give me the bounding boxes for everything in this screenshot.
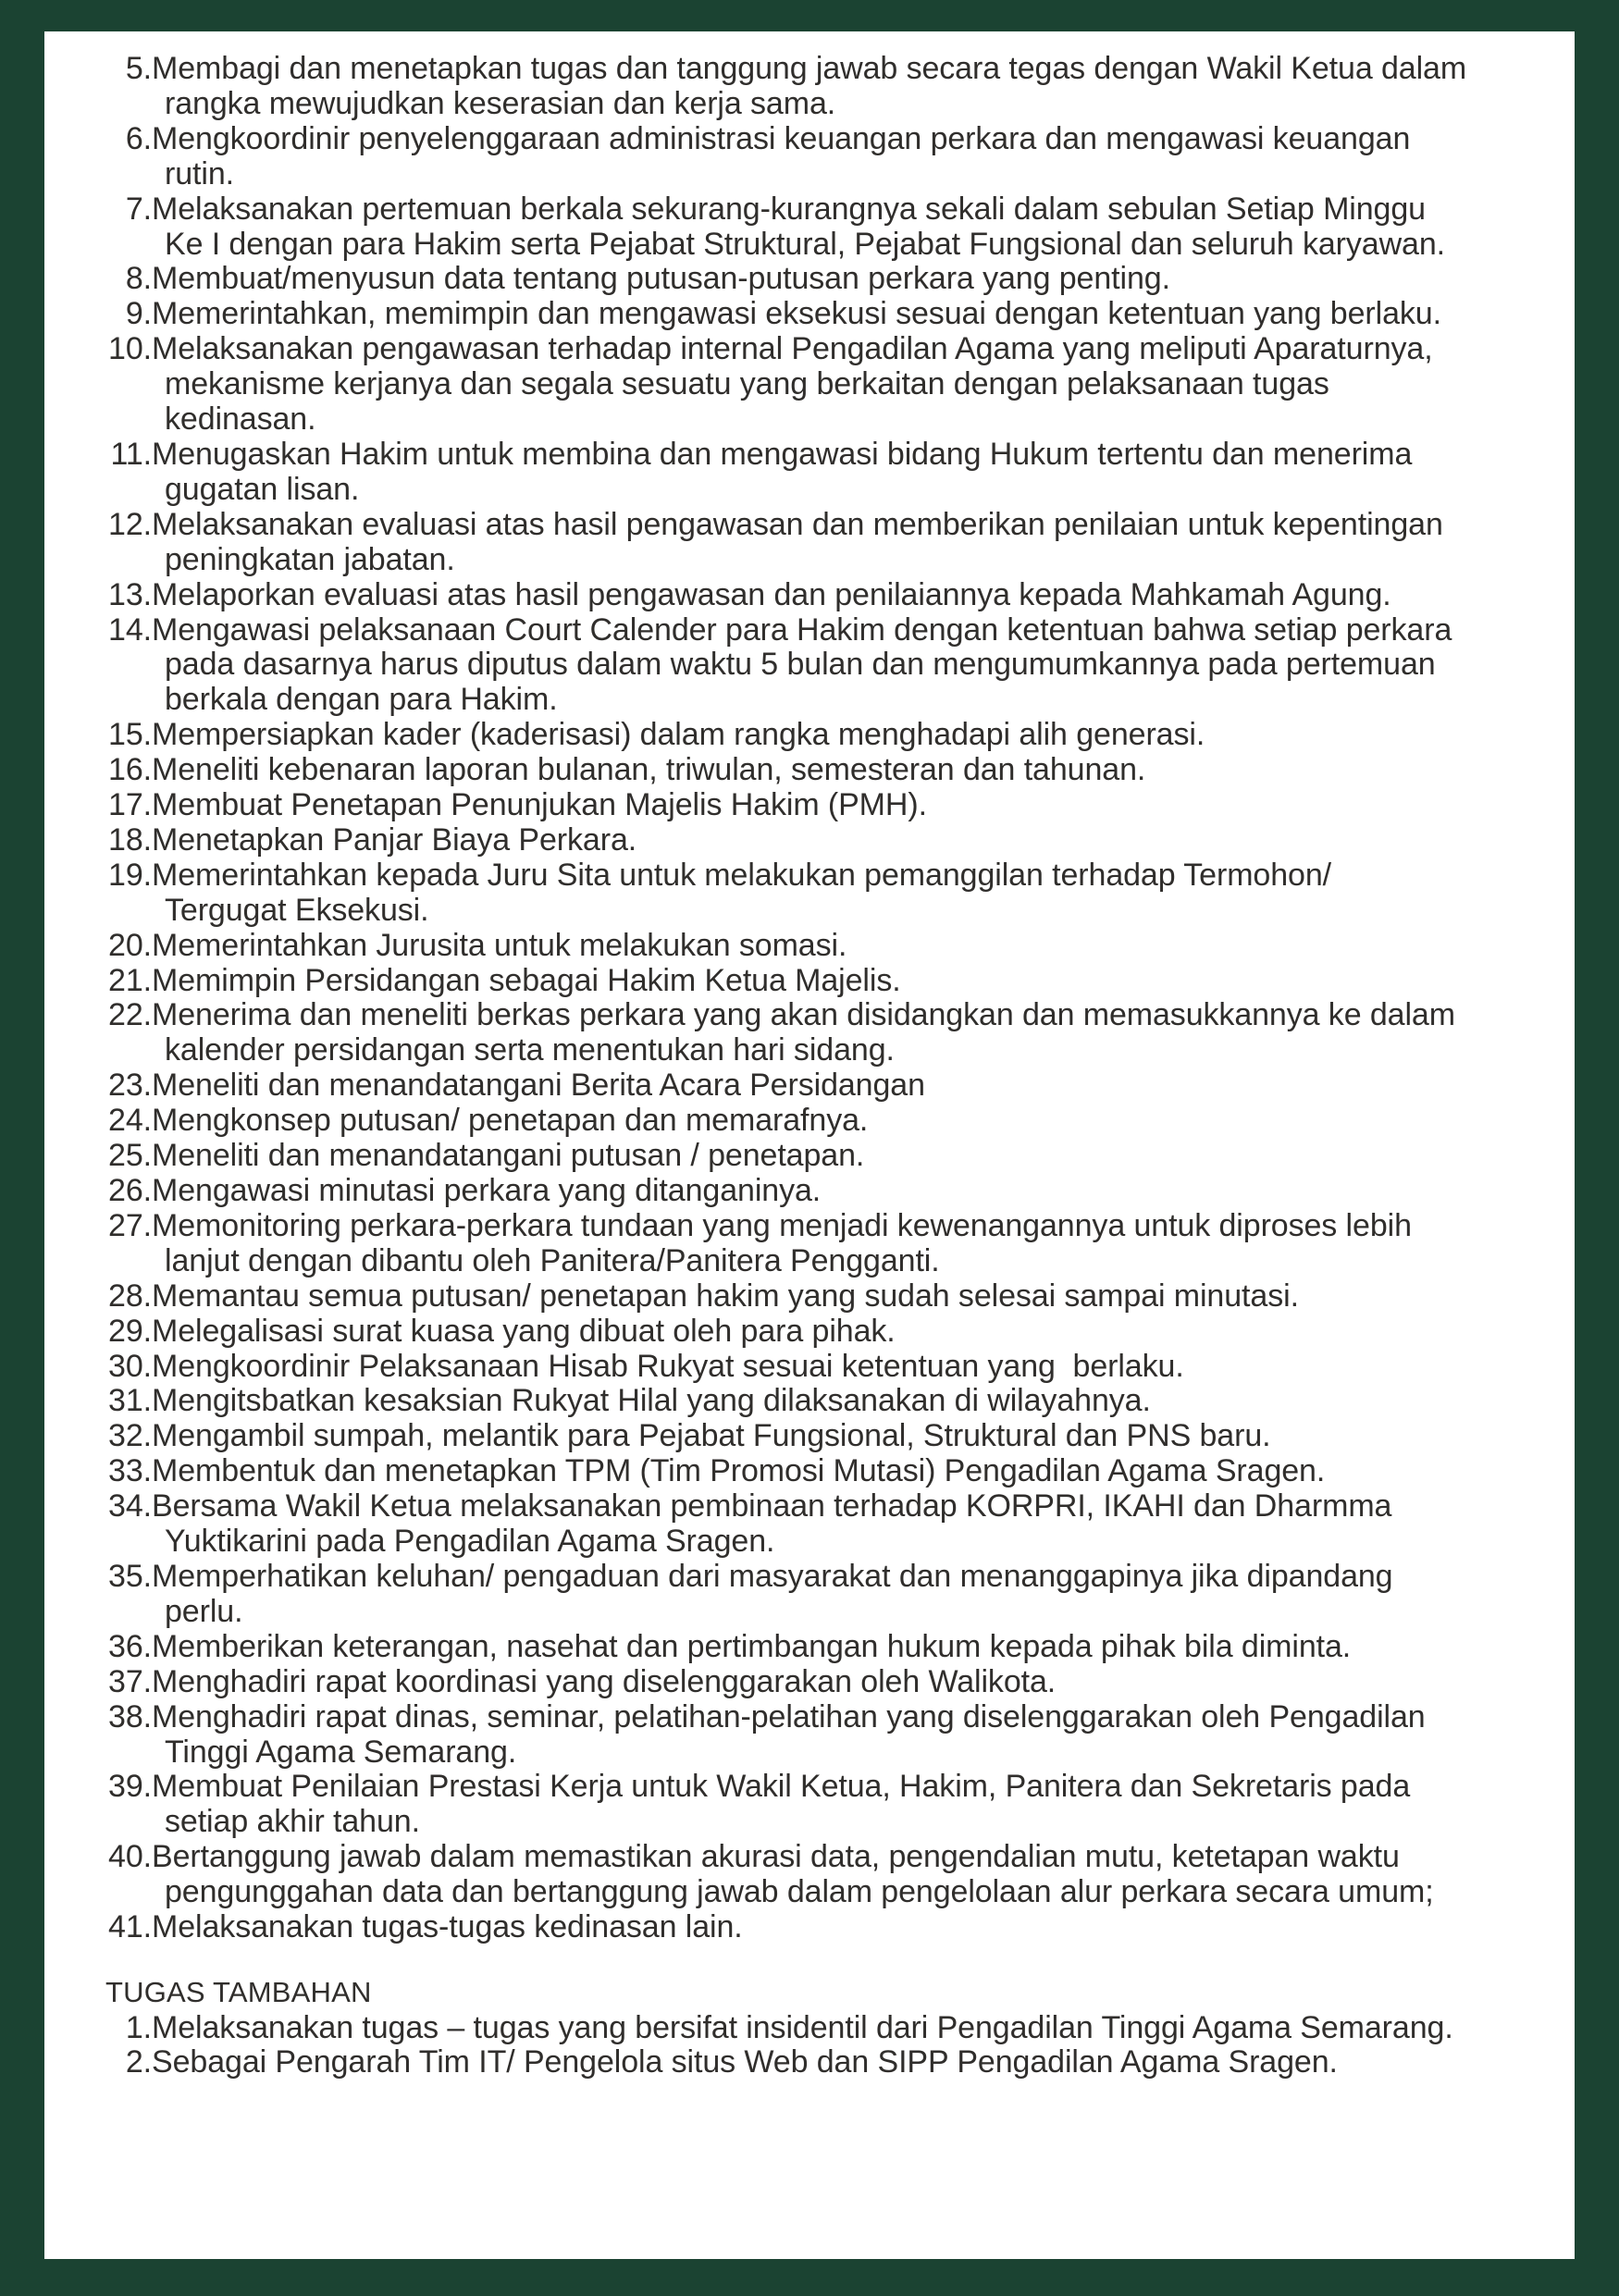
task-number: 28.: [108, 1278, 152, 1314]
task-text: [152, 1910, 1526, 1945]
task-line: Menetapkan Panjar Biaya Perkara.: [152, 821, 637, 858]
task-item: [93, 122, 1526, 192]
task-line: rutin.: [165, 155, 234, 191]
task-line: Melaksanakan pengawasan terhadap internal Pengadilan Agama yang meliputi Aparaturnya,: [152, 331, 1433, 367]
document-body: [93, 52, 1526, 2080]
task-item: [93, 578, 1526, 613]
task-text: [152, 1068, 1526, 1104]
task-item: [93, 508, 1526, 578]
task-text: [152, 1139, 1526, 1174]
task-line: gugatan lisan.: [165, 471, 360, 507]
task-line: Bersama Wakil Ketua melaksanakan pembinaan terhadap KORPRI, IKAHI dan Dharmma: [152, 1488, 1392, 1524]
task-line: Mengitsbatkan kesaksian Rukyat Hilal yang dilaksanakan di wilayahnya.: [152, 1383, 1151, 1419]
task-text: [152, 1419, 1526, 1454]
task-text: [152, 1630, 1526, 1665]
task-item: [93, 1560, 1526, 1630]
task-line: Tergugat Eksekusi.: [165, 892, 429, 928]
task-line: Memberikan keterangan, nasehat dan pertimbangan hukum kepada pihak bila diminta.: [152, 1628, 1352, 1664]
extra-duties-heading: TUGAS TAMBAHAN: [105, 1975, 372, 2008]
task-text: [152, 1384, 1526, 1419]
task-number: 15.: [108, 717, 152, 753]
task-number: 5.: [125, 51, 152, 86]
extra-task-number: 1.: [125, 2009, 152, 2045]
task-line: Meneliti kebenaran laporan bulanan, triwulan, semesteran dan tahunan.: [152, 752, 1146, 788]
task-text: [152, 1454, 1526, 1489]
task-number: 17.: [108, 787, 152, 823]
task-line: lanjut dengan dibantu oleh Panitera/Panitera Pengganti.: [165, 1242, 940, 1278]
task-item: [93, 438, 1526, 508]
task-line: Tinggi Agama Semarang.: [165, 1734, 517, 1770]
task-number: 36.: [108, 1628, 152, 1664]
document-sheet: [44, 31, 1575, 2259]
task-number: 19.: [108, 857, 152, 893]
task-line: pengunggahan data dan bertanggung jawab dalam pengelolaan alur perkara secara umum;: [165, 1874, 1434, 1910]
task-number: 31.: [108, 1383, 152, 1419]
task-line: Memonitoring perkara-perkara tundaan yang menjadi kewenangannya untuk diproses lebih: [152, 1207, 1412, 1243]
task-line: Mengkoordinir Pelaksanaan Hisab Rukyat sesuai ketentuan yang berlaku.: [152, 1348, 1184, 1384]
task-number: 22.: [108, 997, 152, 1033]
task-line: Ke I dengan para Hakim serta Pejabat Struktural, Pejabat Fungsional dan seluruh karyawan.: [165, 226, 1446, 262]
task-item: [93, 718, 1526, 753]
task-line: Menerima dan meneliti berkas perkara yang akan disidangkan dan memasukkannya ke dalam: [152, 997, 1455, 1033]
task-number: 38.: [108, 1698, 152, 1734]
task-item: [93, 192, 1526, 263]
task-text: [152, 998, 1526, 1068]
task-number: 13.: [108, 576, 152, 612]
task-line: Menghadiri rapat dinas, seminar, pelatihan-pelatihan yang diselenggarakan oleh Pengadilan: [152, 1698, 1426, 1734]
extra-task-number: 2.: [125, 2044, 152, 2080]
task-number: 29.: [108, 1313, 152, 1349]
task-line: Memimpin Persidangan sebagai Hakim Ketua Majelis.: [152, 962, 901, 998]
extra-task-item: [93, 2011, 1526, 2046]
extra-task-line: Melaksanakan tugas – tugas yang bersifat insidentil dari Pengadilan Tinggi Agama Semarang.: [152, 2009, 1453, 2045]
task-number: 41.: [108, 1909, 152, 1945]
task-text: [152, 52, 1526, 122]
task-item: [93, 823, 1526, 858]
task-number: 33.: [108, 1453, 152, 1489]
task-text: [152, 1174, 1526, 1209]
task-text: [152, 1840, 1526, 1910]
task-line: Membuat/menyusun data tentang putusan-putusan perkara yang penting.: [152, 261, 1170, 297]
task-item: [93, 1209, 1526, 1279]
task-line: kedinasan.: [165, 401, 316, 438]
task-number: 11.: [110, 436, 152, 472]
task-item: [93, 1384, 1526, 1419]
task-text: [152, 964, 1526, 999]
section-spacer: [93, 1945, 1526, 1977]
main-task-list: [93, 52, 1526, 1945]
task-number: 18.: [108, 821, 152, 858]
task-number: 20.: [108, 927, 152, 963]
task-number: 32.: [108, 1418, 152, 1454]
extra-task-list: [93, 2011, 1526, 2081]
task-text: [152, 508, 1526, 578]
task-text: [152, 1315, 1526, 1350]
task-item: [93, 1770, 1526, 1840]
task-number: 14.: [108, 611, 152, 648]
extra-task-item: [93, 2045, 1526, 2080]
task-item: [93, 1315, 1526, 1350]
task-number: 21.: [108, 962, 152, 998]
task-line: Meneliti dan menandatangani putusan / penetapan.: [152, 1138, 865, 1174]
task-text: [152, 823, 1526, 858]
task-line: Mengkoordinir penyelenggaraan administrasi keuangan perkara dan mengawasi keuangan: [152, 120, 1411, 156]
task-line: Memperhatikan keluhan/ pengaduan dari masyarakat dan menanggapinya jika dipandang: [152, 1558, 1393, 1594]
task-item: [93, 1068, 1526, 1104]
task-line: Melaksanakan evaluasi atas hasil pengawasan dan memberikan penilaian untuk kepentingan: [152, 506, 1443, 542]
task-text: [152, 858, 1526, 929]
task-item: [93, 998, 1526, 1068]
task-line: Mempersiapkan kader (kaderisasi) dalam rangka menghadapi alih generasi.: [152, 717, 1205, 753]
task-item: [93, 1840, 1526, 1910]
task-number: 37.: [108, 1663, 152, 1699]
task-item: [93, 788, 1526, 823]
task-line: Mengkonsep putusan/ penetapan dan memarafnya.: [152, 1103, 869, 1139]
task-text: [152, 1700, 1526, 1771]
task-item: [93, 1174, 1526, 1209]
task-line: Membuat Penetapan Penunjukan Majelis Hakim (PMH).: [152, 787, 927, 823]
task-line: Memerintahkan, memimpin dan mengawasi eksekusi sesuai dengan ketentuan yang berlaku.: [152, 296, 1441, 332]
task-text: [152, 788, 1526, 823]
task-line: Melaksanakan pertemuan berkala sekurang-kurangnya sekali dalam sebulan Setiap Minggu: [152, 191, 1426, 227]
task-line: Memantau semua putusan/ penetapan hakim yang sudah selesai sampai minutasi.: [152, 1278, 1299, 1314]
task-text: [152, 753, 1526, 788]
task-number: 30.: [108, 1348, 152, 1384]
task-line: Melaksanakan tugas-tugas kedinasan lain.: [152, 1909, 743, 1945]
task-text: [152, 297, 1526, 332]
extra-task-text: [152, 2045, 1526, 2080]
task-text: [152, 1665, 1526, 1700]
task-number: 39.: [108, 1769, 152, 1805]
task-item: [93, 297, 1526, 332]
task-line: Melegalisasi surat kuasa yang dibuat oleh para pihak.: [152, 1313, 896, 1349]
task-number: 7.: [125, 191, 152, 227]
task-number: 6.: [125, 120, 152, 156]
task-text: [152, 1350, 1526, 1385]
task-text: [152, 718, 1526, 753]
task-line: kalender persidangan serta menentukan hari sidang.: [165, 1032, 895, 1068]
task-line: Meneliti dan menandatangani Berita Acara Persidangan: [152, 1068, 925, 1104]
task-number: 8.: [125, 261, 152, 297]
task-text: [152, 262, 1526, 297]
task-line: Memerintahkan Jurusita untuk melakukan somasi.: [152, 927, 847, 963]
task-item: [93, 262, 1526, 297]
task-item: [93, 1419, 1526, 1454]
task-text: [152, 1560, 1526, 1630]
task-item: [93, 1104, 1526, 1139]
task-item: [93, 1910, 1526, 1945]
task-line: Mengawasi minutasi perkara yang ditanganinya.: [152, 1173, 822, 1208]
task-number: 12.: [108, 506, 152, 542]
task-number: 40.: [108, 1839, 152, 1875]
task-number: 23.: [108, 1068, 152, 1104]
task-text: [152, 1279, 1526, 1315]
task-line: Mengawasi pelaksanaan Court Calender para Hakim dengan ketentuan bahwa setiap perkara: [152, 611, 1452, 648]
task-line: Melaporkan evaluasi atas hasil pengawasan dan penilaiannya kepada Mahkamah Agung.: [152, 576, 1391, 612]
task-item: [93, 929, 1526, 964]
task-text: [152, 578, 1526, 613]
task-number: 26.: [108, 1173, 152, 1208]
task-number: 16.: [108, 752, 152, 788]
task-line: Yuktikarini pada Pengadilan Agama Sragen.: [165, 1524, 775, 1560]
task-line: perlu.: [165, 1593, 243, 1629]
task-item: [93, 613, 1526, 719]
task-text: [152, 438, 1526, 508]
task-item: [93, 1489, 1526, 1560]
task-text: [152, 1770, 1526, 1840]
task-number: 35.: [108, 1558, 152, 1594]
task-text: [152, 1489, 1526, 1560]
task-line: Membentuk dan menetapkan TPM (Tim Promosi Mutasi) Pengadilan Agama Sragen.: [152, 1453, 1326, 1489]
task-line: Menghadiri rapat koordinasi yang diselenggarakan oleh Walikota.: [152, 1663, 1057, 1699]
task-line: setiap akhir tahun.: [165, 1804, 420, 1840]
task-item: [93, 964, 1526, 999]
task-number: 34.: [108, 1488, 152, 1524]
task-item: [93, 1665, 1526, 1700]
task-text: [152, 122, 1526, 192]
task-line: Bertanggung jawab dalam memastikan akurasi data, pengendalian mutu, ketetapan waktu: [152, 1839, 1400, 1875]
task-number: 9.: [125, 296, 152, 332]
task-text: [152, 1104, 1526, 1139]
task-line: pada dasarnya harus diputus dalam waktu 5 bulan dan mengumumkannya pada pertemuan: [165, 647, 1436, 683]
task-item: [93, 1139, 1526, 1174]
task-text: [152, 192, 1526, 263]
task-line: mekanisme kerjanya dan segala sesuatu yang berkaitan dengan pelaksanaan tugas: [165, 366, 1329, 402]
extra-task-text: [152, 2011, 1526, 2046]
task-number: 27.: [108, 1207, 152, 1243]
task-line: Mengambil sumpah, melantik para Pejabat Fungsional, Struktural dan PNS baru.: [152, 1418, 1271, 1454]
task-number: 10.: [108, 331, 152, 367]
task-line: Menugaskan Hakim untuk membina dan mengawasi bidang Hukum tertentu dan menerima: [152, 436, 1413, 472]
task-text: [152, 613, 1526, 719]
task-item: [93, 332, 1526, 438]
task-item: [93, 1350, 1526, 1385]
task-line: rangka mewujudkan keserasian dan kerja sama.: [165, 85, 836, 121]
task-line: Membagi dan menetapkan tugas dan tanggung jawab secara tegas dengan Wakil Ketua dalam: [152, 51, 1467, 86]
task-line: Membuat Penilaian Prestasi Kerja untuk Wakil Ketua, Hakim, Panitera dan Sekretaris pada: [152, 1769, 1411, 1805]
extra-task-line: Sebagai Pengarah Tim IT/ Pengelola situs Web dan SIPP Pengadilan Agama Sragen.: [152, 2044, 1338, 2080]
task-item: [93, 1279, 1526, 1315]
task-line: Memerintahkan kepada Juru Sita untuk melakukan pemanggilan terhadap Termohon/: [152, 857, 1332, 893]
task-item: [93, 1630, 1526, 1665]
task-text: [152, 332, 1526, 438]
task-item: [93, 753, 1526, 788]
task-number: 24.: [108, 1103, 152, 1139]
task-line: peningkatan jabatan.: [165, 541, 455, 577]
task-item: [93, 1700, 1526, 1771]
task-number: 25.: [108, 1138, 152, 1174]
task-line: berkala dengan para Hakim.: [165, 682, 558, 718]
task-item: [93, 858, 1526, 929]
task-item: [93, 1454, 1526, 1489]
task-text: [152, 1209, 1526, 1279]
task-item: [93, 52, 1526, 122]
task-text: [152, 929, 1526, 964]
